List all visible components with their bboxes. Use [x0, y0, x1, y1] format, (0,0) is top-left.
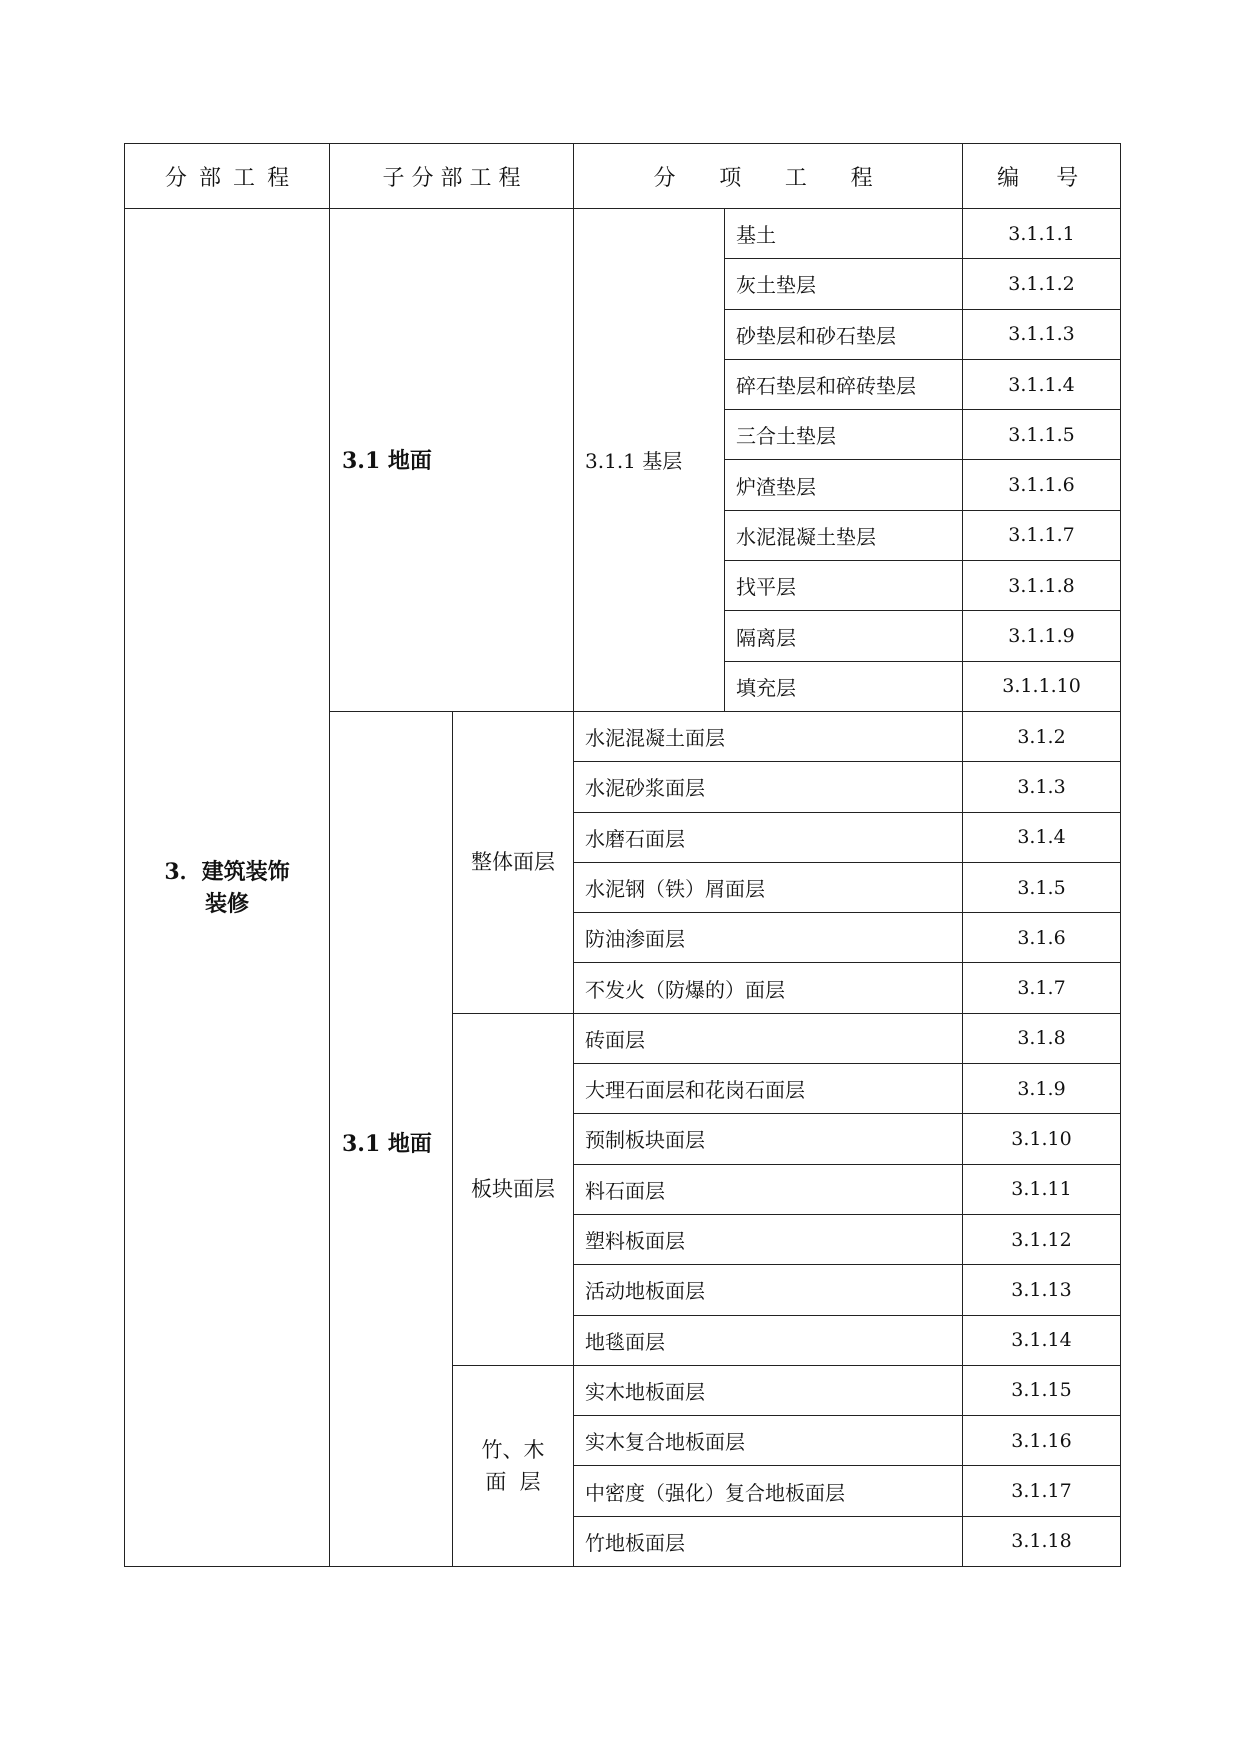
- wood-group-label: [453, 1365, 574, 1566]
- item-code: 3.1.2: [963, 711, 1121, 761]
- item-code: 3.1.12: [963, 1214, 1121, 1264]
- division-cell: [125, 209, 330, 1567]
- wood-group-text-line2: 面 层: [485, 1469, 541, 1494]
- base-group-label: 3.1.1 基层: [574, 209, 725, 712]
- item-name: 水泥钢（铁）屑面层: [574, 862, 963, 912]
- item-name: 料石面层: [574, 1164, 963, 1214]
- item-code: 3.1.10: [963, 1114, 1121, 1164]
- item-name: 竹地板面层: [574, 1516, 963, 1566]
- item-name: 三合土垫层: [725, 410, 963, 460]
- item-name: 活动地板面层: [574, 1265, 963, 1315]
- item-name: 砖面层: [574, 1013, 963, 1063]
- subdivision-cell-upper: [330, 209, 574, 712]
- item-code: 3.1.1.9: [963, 611, 1121, 661]
- item-name: 基土: [725, 209, 963, 259]
- item-name: 砂垫层和砂石垫层: [725, 309, 963, 359]
- item-code: 3.1.16: [963, 1416, 1121, 1466]
- item-code: 3.1.3: [963, 762, 1121, 812]
- item-code: 3.1.1.5: [963, 410, 1121, 460]
- item-code: 3.1.17: [963, 1466, 1121, 1516]
- header-division: 分部工程: [125, 144, 330, 209]
- item-name: 塑料板面层: [574, 1214, 963, 1264]
- item-name: 地毯面层: [574, 1315, 963, 1365]
- item-name: 不发火（防爆的）面层: [574, 963, 963, 1013]
- item-name: 水泥砂浆面层: [574, 762, 963, 812]
- item-name: 防油渗面层: [574, 913, 963, 963]
- item-code: 3.1.7: [963, 963, 1121, 1013]
- subdivision-label: 3.1 地面: [342, 1130, 432, 1157]
- item-name: 隔离层: [725, 611, 963, 661]
- item-code: 3.1.8: [963, 1013, 1121, 1063]
- item-name: 大理石面层和花岗石面层: [574, 1064, 963, 1114]
- item-name: 填充层: [725, 661, 963, 711]
- item-name: 中密度（强化）复合地板面层: [574, 1466, 963, 1516]
- item-name: 找平层: [725, 561, 963, 611]
- item-code: 3.1.1.3: [963, 309, 1121, 359]
- subdivision-label: 3.1 地面: [342, 448, 432, 474]
- division-label-line1: 3．建筑装饰: [164, 858, 290, 885]
- item-code: 3.1.9: [963, 1064, 1121, 1114]
- table-row: [125, 209, 1121, 259]
- header-subdivision: 子 分 部 工 程: [330, 144, 574, 209]
- item-name: 灰土垫层: [725, 259, 963, 309]
- item-name: 水泥混凝土垫层: [725, 510, 963, 560]
- wood-group-text-line1: 竹、木: [481, 1437, 545, 1462]
- header-item: 分 项 工 程: [574, 144, 963, 209]
- block-group-label: [453, 1013, 574, 1365]
- item-name: 水磨石面层: [574, 812, 963, 862]
- item-code: 3.1.1.8: [963, 561, 1121, 611]
- header-code: 编 号: [963, 144, 1121, 209]
- item-name: 实木地板面层: [574, 1365, 963, 1415]
- item-code: 3.1.1.10: [963, 661, 1121, 711]
- item-code: 3.1.1.1: [963, 209, 1121, 259]
- item-name: 预制板块面层: [574, 1114, 963, 1164]
- engineering-division-table: [124, 143, 1121, 1567]
- item-code: 3.1.1.4: [963, 359, 1121, 409]
- item-code: 3.1.18: [963, 1516, 1121, 1566]
- item-name: 实木复合地板面层: [574, 1416, 963, 1466]
- block-group-text: 板块面层: [471, 1177, 555, 1202]
- item-code: 3.1.6: [963, 913, 1121, 963]
- item-code: 3.1.15: [963, 1365, 1121, 1415]
- header-row: [125, 144, 1121, 209]
- item-code: 3.1.13: [963, 1265, 1121, 1315]
- integral-group-text: 整体面层: [471, 850, 555, 875]
- subdivision-cell-lower: [330, 711, 453, 1566]
- item-name: 水泥混凝土面层: [574, 711, 963, 761]
- item-code: 3.1.1.6: [963, 460, 1121, 510]
- item-name: 碎石垫层和碎砖垫层: [725, 359, 963, 409]
- integral-group-label: [453, 711, 574, 1013]
- item-code: 3.1.14: [963, 1315, 1121, 1365]
- item-code: 3.1.11: [963, 1164, 1121, 1214]
- item-code: 3.1.5: [963, 862, 1121, 912]
- item-code: 3.1.1.7: [963, 510, 1121, 560]
- item-code: 3.1.4: [963, 812, 1121, 862]
- item-name: 炉渣垫层: [725, 460, 963, 510]
- item-code: 3.1.1.2: [963, 259, 1121, 309]
- division-label-line2: 装修: [204, 890, 249, 917]
